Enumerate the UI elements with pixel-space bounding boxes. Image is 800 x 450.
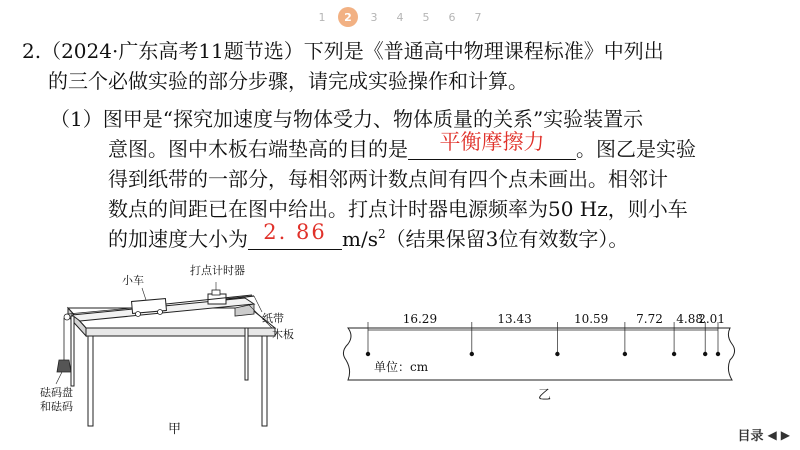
label-timer: 打点计时器 [190,264,245,277]
figure-jia [40,264,300,438]
page-link-4[interactable]: 4 [396,10,404,24]
question-line-5: 得到纸带的一部分，每相邻两计数点间有四个点未画出。相邻计 [108,167,668,191]
question-line-2: 的三个必做实验的部分步骤，请完成实验操作和计算。 [48,69,528,93]
distance-label-1: 13.43 [497,312,532,326]
caption-yi: 乙 [538,388,552,403]
question-line-7-prefix: 的加速度大小为 [108,227,248,251]
unit-text: m/s [342,227,378,251]
table-leg-back-left [71,316,74,386]
distance-label-5: 2.01 [698,312,725,326]
table-leg-front-right [262,336,267,426]
label-board: 木板 [272,328,294,341]
apparatus-diagram [40,268,300,438]
question-line-4-suffix: 。图乙是实验 [576,137,696,161]
page-link-2-current[interactable]: 2 [338,7,358,27]
next-icon[interactable]: ▶ [780,427,790,442]
count-point-6 [716,352,720,356]
answer-2: 2. 86 [263,220,327,244]
count-point-3 [623,352,627,356]
unit-exponent: 2 [377,227,386,241]
prev-icon[interactable]: ◀ [767,427,777,442]
question-line-7 [108,220,629,254]
question-line-4 [108,130,696,164]
figure-yi [340,300,780,410]
answer-blank-2 [248,220,342,250]
label-weight-line-2: 和砝码 [40,400,73,413]
answer-1: 平衡摩擦力 [439,130,545,154]
page-link-3[interactable]: 3 [370,10,378,24]
count-point-5 [703,352,707,356]
answer-blank-1 [408,130,576,160]
tape-unit-label: 单位：cm [374,360,429,374]
count-point-1 [470,352,474,356]
distance-label-0: 16.29 [402,312,438,326]
page-link-6[interactable]: 6 [448,10,456,24]
page-link-5[interactable]: 5 [422,10,430,24]
page-link-1[interactable]: 1 [318,10,326,24]
distance-label-2: 10.59 [573,312,609,326]
question-line-4-prefix: 意图。图中木板右端垫高的目的是 [108,137,408,161]
distance-label-3: 7.72 [636,312,663,326]
caption-jia: 甲 [168,422,182,437]
count-point-0 [366,352,370,356]
page-link-7[interactable]: 7 [474,10,482,24]
pulley [64,314,70,320]
slide-navigation [738,425,790,444]
distance-label-4: 4.88 [676,312,703,326]
page-navigation [0,6,800,28]
label-weight-line-1: 砝码盘 [40,386,73,399]
question-line-7-suffix: （结果保留3位有效数字）。 [385,227,629,251]
count-point-2 [555,352,559,356]
menu-button[interactable]: 目录 [737,429,764,444]
question-line-6: 数点的间距已在图中给出。打点计时器电源频率为50 Hz，则小车 [108,197,688,221]
question-line-3: （1）图甲是“探究加速度与物体受力、物体质量的关系”实验装置示 [50,107,644,131]
label-car: 小车 [122,274,144,287]
label-tape: 纸带 [262,312,284,325]
question-line-1: 2.（2024·广东高考11题节选）下列是《普通高中物理课程标准》中列出 [22,39,664,63]
count-point-4 [672,352,676,356]
weight-pan [57,360,71,372]
table-leg-back-right [245,328,248,380]
table-leg-front-left [88,336,93,426]
